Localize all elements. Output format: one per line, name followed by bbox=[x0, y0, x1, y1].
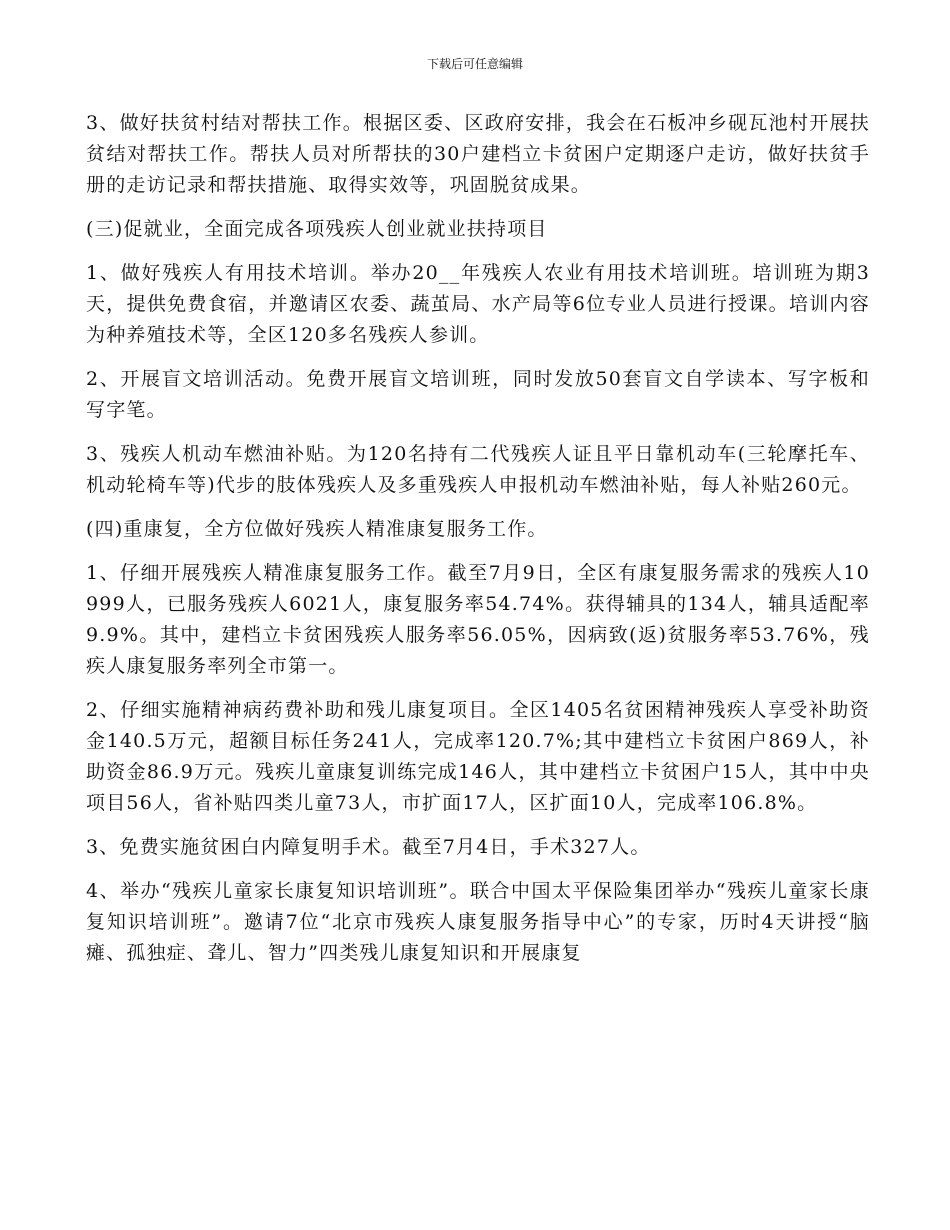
paragraph-cataract-surgery: 3、免费实施贫困白内障复明手术。截至7月4日，手术327人。 bbox=[86, 836, 651, 858]
paragraph-fuel-subsidy: 3、残疾人机动车燃油补贴。为120名持有二代残疾人证且平日靠机动车(三轮摩托车、机动轮椅车等)代步的肢体残疾人及多重残疾人申报机动车燃油补贴，每人补贴260元。 bbox=[86, 443, 870, 496]
document-body bbox=[86, 108, 870, 982]
paragraph-mental-illness-subsidy: 2、仔细实施精神病药费补助和残儿康复项目。全区1405名贫困精神残疾人享受补助资金140.5万元，超额目标任务241人，完成率120.7%;其中建档立卡贫困户869人，补助资金86.9万元。残疾儿童康复训练完成146人，其中建档立卡贫困户15人，其中中央项目56人，省补贴四类儿童73人，市扩面17人，区扩面10人，完成率106.8%。 bbox=[86, 699, 870, 814]
paragraph-rehab-service: 1、仔细开展残疾人精准康复服务工作。截至7月9日，全区有康复服务需求的残疾人10999人，已服务残疾人6021人，康复服务率54.74%。获得辅具的134人，辅具适配率9.9%。其中，建档立卡贫困残疾人服务率56.05%，因病致(返)贫服务率53.76%，残疾人康复服务率列全市第一。 bbox=[86, 562, 870, 677]
paragraph-poverty-pairing: 3、做好扶贫村结对帮扶工作。根据区委、区政府安排，我会在石板冲乡砚瓦池村开展扶贫结对帮扶工作。帮扶人员对所帮扶的30户建档立卡贫困户定期逐户走访，做好扶贫手册的走访记录和帮扶措施、取得实效等，巩固脱贫成果。 bbox=[86, 112, 870, 196]
paragraph-technical-training: 1、做好残疾人有用技术培训。举办20__年残疾人农业有用技术培训班。培训班为期3天，提供免费食宿，并邀请区农委、蔬茧局、水产局等6位专业人员进行授课。培训内容为种养殖技术等，全区120多名残疾人参训。 bbox=[86, 262, 870, 346]
paragraph-braille-training: 2、开展盲文培训活动。免费开展盲文培训班，同时发放50套盲文自学读本、写字板和写字笔。 bbox=[86, 368, 870, 421]
paragraph-parent-training: 4、举办“残疾儿童家长康复知识培训班”。联合中国太平保险集团举办“残疾儿童家长康复知识培训班”。邀请7位“北京市残疾人康复服务指导中心”的专家，历时4天讲授“脑瘫、孤独症、聋儿、智力”四类残儿康复知识和开展康复 bbox=[86, 880, 870, 964]
page-header-note: 下载后可任意编辑 bbox=[426, 57, 523, 71]
section-heading-rehabilitation: (四)重康复，全方位做好残疾人精准康复服务工作。 bbox=[86, 518, 548, 540]
section-heading-employment: (三)促就业，全面完成各项残疾人创业就业扶持项目 bbox=[86, 218, 548, 240]
